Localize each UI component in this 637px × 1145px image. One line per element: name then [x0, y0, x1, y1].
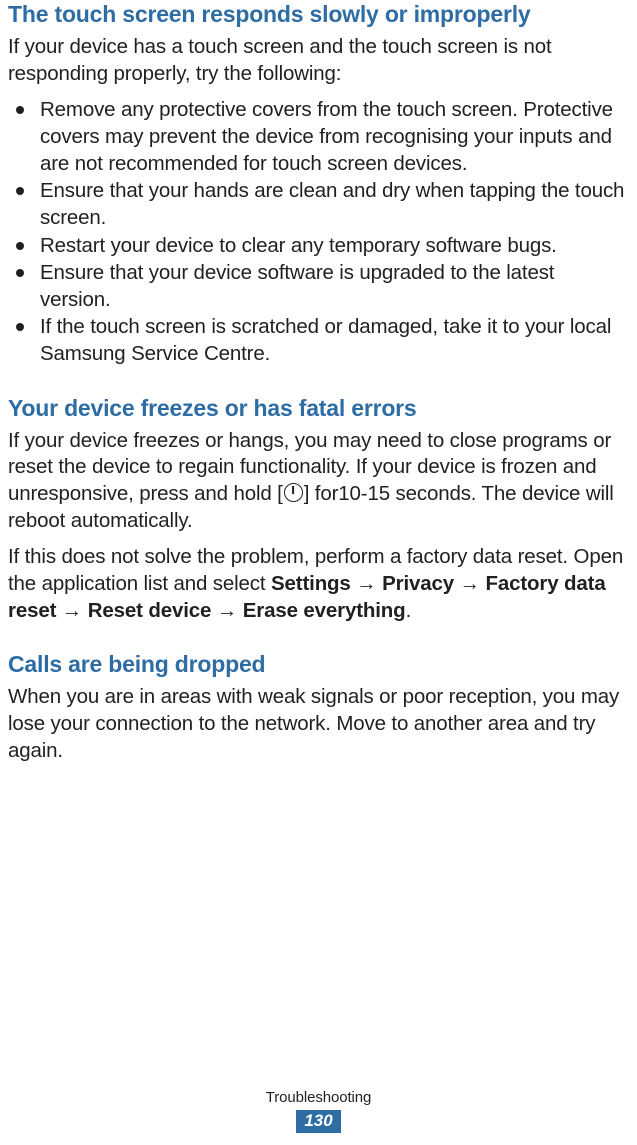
menu-path-arrow-4: →	[211, 598, 243, 622]
section-paragraph-freeze-reboot	[8, 428, 629, 535]
menu-path-factory-data-reset: Factory data reset	[8, 571, 606, 622]
list-item	[8, 97, 629, 177]
paragraph-text-intro: If this does not solve the problem, perform a factory data reset. Open the application list and select	[8, 545, 624, 595]
menu-path-arrow-1: →	[350, 571, 383, 595]
power-key-icon	[284, 483, 303, 502]
list-item-text: Ensure that your device software is upgraded to the latest version.	[40, 261, 555, 311]
menu-path-erase-everything: Erase everything	[242, 598, 406, 622]
menu-path-privacy: Privacy	[382, 571, 455, 595]
list-item	[8, 233, 629, 260]
page-footer	[0, 1089, 637, 1133]
list-item-text: Restart your device to clear any temporary software bugs.	[40, 233, 557, 257]
list-item-text: If the touch screen is scratched or damaged, take it to your local Samsung Service Centre.	[40, 315, 612, 366]
paragraph-text-part1: If your device freezes or hangs, you may need to close programs or reset the device to regain functionality. If your device is frozen and unresponsive, press and hold [	[8, 428, 612, 506]
section-heading-touch-screen: The touch screen responds slowly or improperly	[8, 1, 531, 27]
section-paragraph-factory-reset	[8, 544, 629, 624]
section-heading-device-freezes: Your device freezes or has fatal errors	[8, 394, 417, 421]
bullet-dot-icon	[16, 269, 24, 277]
paragraph-text-end: .	[405, 598, 412, 622]
footer-chapter-label: Troubleshooting	[265, 1089, 372, 1107]
menu-path-reset-device: Reset device	[87, 598, 212, 622]
menu-path-arrow-2: →	[454, 571, 486, 595]
paragraph-text-part2: ] for10-15 seconds. The device will reboot automatically.	[8, 482, 614, 532]
bullet-dot-icon	[16, 323, 24, 331]
list-item	[8, 314, 629, 367]
section-intro-touch-screen: If your device has a touch screen and the touch screen is not responding properly, try the following:	[8, 35, 552, 85]
menu-path-arrow-3: →	[56, 598, 88, 622]
list-item	[8, 178, 629, 231]
bullet-list-touch-screen	[8, 97, 629, 367]
bullet-dot-icon	[16, 106, 24, 114]
menu-path-settings: Settings	[271, 571, 351, 595]
list-item	[8, 260, 629, 313]
bullet-dot-icon	[16, 187, 24, 195]
page-number-badge: 130	[296, 1110, 340, 1133]
section-paragraph-calls-dropped: When you are in areas with weak signals or poor reception, you may lose your connection to the network. Move to another area and try again.	[8, 685, 620, 762]
bullet-dot-icon	[16, 242, 24, 250]
list-item-text: Remove any protective covers from the touch screen. Protective covers may prevent the device from recognising your inputs and are not recommended for touch screen devices.	[40, 98, 613, 175]
section-heading-calls-dropped: Calls are being dropped	[8, 651, 266, 678]
list-item-text: Ensure that your hands are clean and dry when tapping the touch screen.	[40, 179, 625, 229]
